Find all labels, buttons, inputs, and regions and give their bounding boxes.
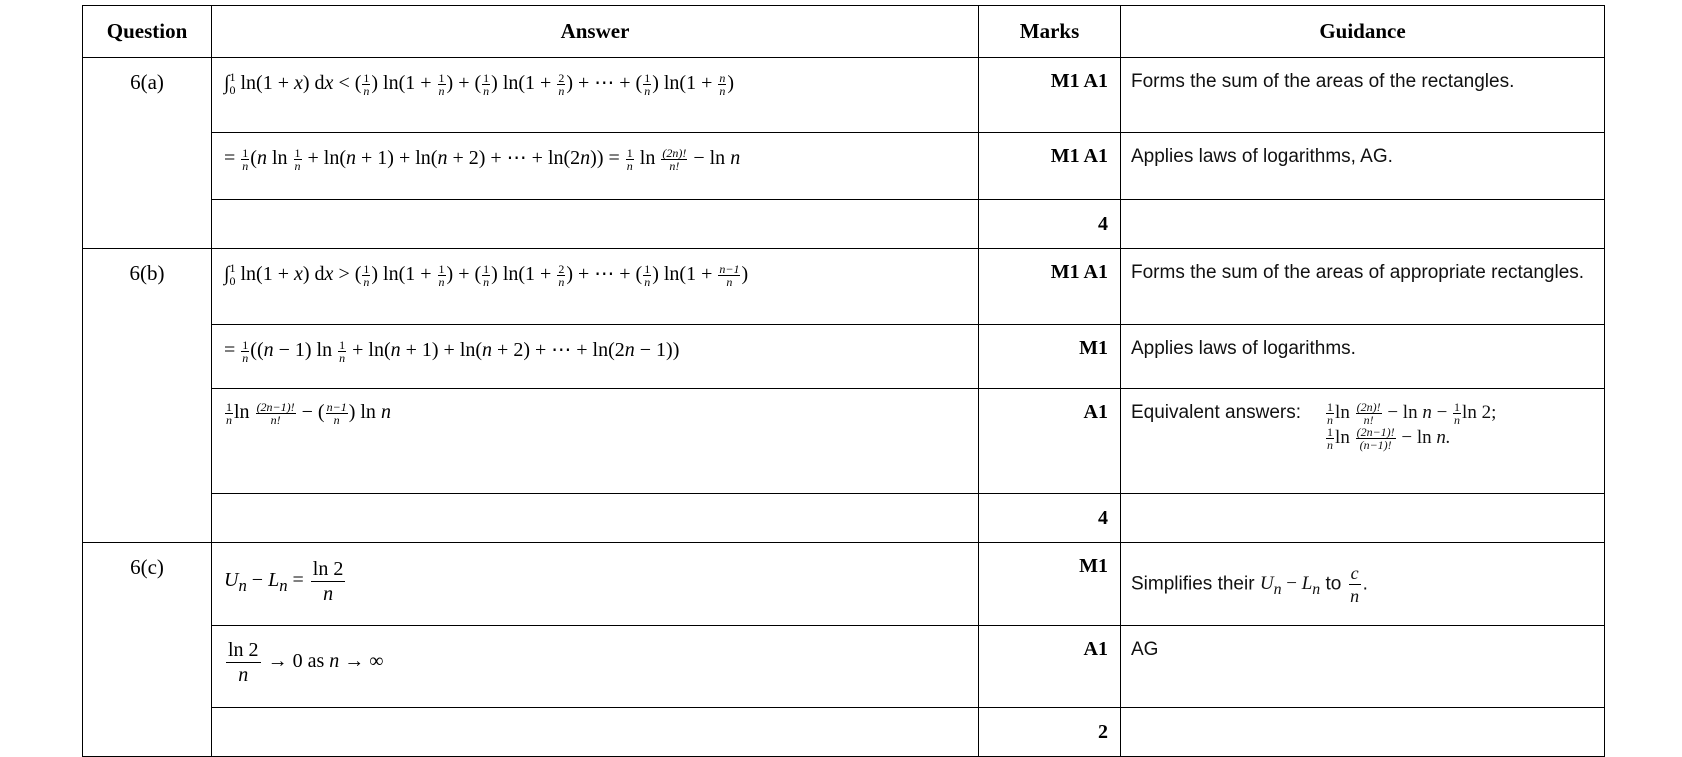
table-row	[83, 325, 1605, 389]
guidance-math: $\frac{c}{n}$	[1350, 562, 1360, 606]
question-6c: 6(c)	[83, 543, 212, 757]
guidance-cell: AG	[1121, 626, 1605, 708]
guidance-cell	[1121, 389, 1605, 494]
table-row	[83, 200, 1605, 249]
marks-cell: M1 A1	[979, 58, 1121, 133]
guidance-cell: Applies laws of logarithms, AG.	[1121, 133, 1605, 200]
guidance-cell: Forms the sum of the areas of appropriate rectangles.	[1121, 249, 1605, 325]
marks-total: 4	[979, 200, 1121, 249]
mark-scheme-table	[82, 5, 1605, 757]
header-guidance: Guidance	[1121, 6, 1605, 58]
guidance-text: Simplifies their	[1131, 573, 1255, 595]
table-row	[83, 389, 1605, 494]
guidance-empty	[1121, 708, 1605, 757]
answer-math: $\frac{1}{n}$ ln $\frac{(2n-1)!}{n!}$ − ( $\frac{n-1}{n}$ ) ln n	[212, 389, 979, 494]
guidance-cell: Forms the sum of the areas of the rectangles.	[1121, 58, 1605, 133]
marks-total: 4	[979, 494, 1121, 543]
answer-empty	[212, 708, 979, 757]
answer-math: = $\frac{1}{n}$ ((n − 1) ln $\frac{1}{n}$ + ln(n + 1) + ln(n + 2) + ⋯ + ln(2n − 1))	[212, 325, 979, 389]
header-answer: Answer	[212, 6, 979, 58]
guidance-cell: Simplifies their $U_n - L_n$ to $\frac{c}{n}$ .	[1121, 543, 1605, 626]
answer-math: $\frac{\ln 2}{n}$ → 0 as n → ∞	[212, 626, 979, 708]
guidance-math: $\frac{1}{n}$ ln $\frac{(2n)!}{n!}$ − ln n − $\frac{1}{n}$ ln 2; $\frac{1}{n}$ ln $\frac{(2n-1)!}{(n-1)!}$ − ln n.	[1327, 400, 1497, 453]
question-6b: 6(b)	[83, 249, 212, 543]
header-row	[83, 6, 1605, 58]
question-6a: 6(a)	[83, 58, 212, 249]
guidance-math: $U_n - L_n$	[1259, 573, 1321, 598]
answer-empty	[212, 200, 979, 249]
header-marks: Marks	[979, 6, 1121, 58]
marks-cell: M1 A1	[979, 133, 1121, 200]
header-question: Question	[83, 6, 212, 58]
answer-math: = $\frac{1}{n}$ (n ln $\frac{1}{n}$ + ln(n + 1) + ln(n + 2) + ⋯ + ln(2n)) = $\frac{1}{n}$ ln $\frac{(2n)!}{n!}$ − ln n	[212, 133, 979, 200]
marks-cell: M1	[979, 543, 1121, 626]
table-row	[83, 249, 1605, 325]
table-row	[83, 494, 1605, 543]
answer-math: $\int_0^1$ ln(1 + x) dx > ( $\frac{1}{n}$ ) ln(1 + $\frac{1}{n}$ ) + ( $\frac{1}{n}$ ) ln(1 + $\frac{2}{n}$ ) + ⋯ + ( $\frac{1}{n}$ ) ln(1 + $\frac{n-1}{n}$ )	[212, 249, 979, 325]
marks-cell: M1	[979, 325, 1121, 389]
table-row	[83, 543, 1605, 626]
table-row	[83, 133, 1605, 200]
marks-cell: A1	[979, 389, 1121, 494]
guidance-label: Equivalent answers:	[1131, 402, 1302, 423]
marks-cell: A1	[979, 626, 1121, 708]
marks-total: 2	[979, 708, 1121, 757]
guidance-empty	[1121, 200, 1605, 249]
table-row	[83, 626, 1605, 708]
guidance-cell: Applies laws of logarithms.	[1121, 325, 1605, 389]
answer-math: $U_n - L_n$ = $\frac{\ln 2}{n}$	[212, 543, 979, 626]
guidance-empty	[1121, 494, 1605, 543]
table-row	[83, 708, 1605, 757]
answer-empty	[212, 494, 979, 543]
answer-math: $\int_0^1$ ln(1 + x) dx < ( $\frac{1}{n}$ ) ln(1 + $\frac{1}{n}$ ) + ( $\frac{1}{n}$ ) ln(1 + $\frac{2}{n}$ ) + ⋯ + ( $\frac{1}{n}$ ) ln(1 + $\frac{n}{n}$ )	[212, 58, 979, 133]
marks-cell: M1 A1	[979, 249, 1121, 325]
table-row	[83, 58, 1605, 133]
